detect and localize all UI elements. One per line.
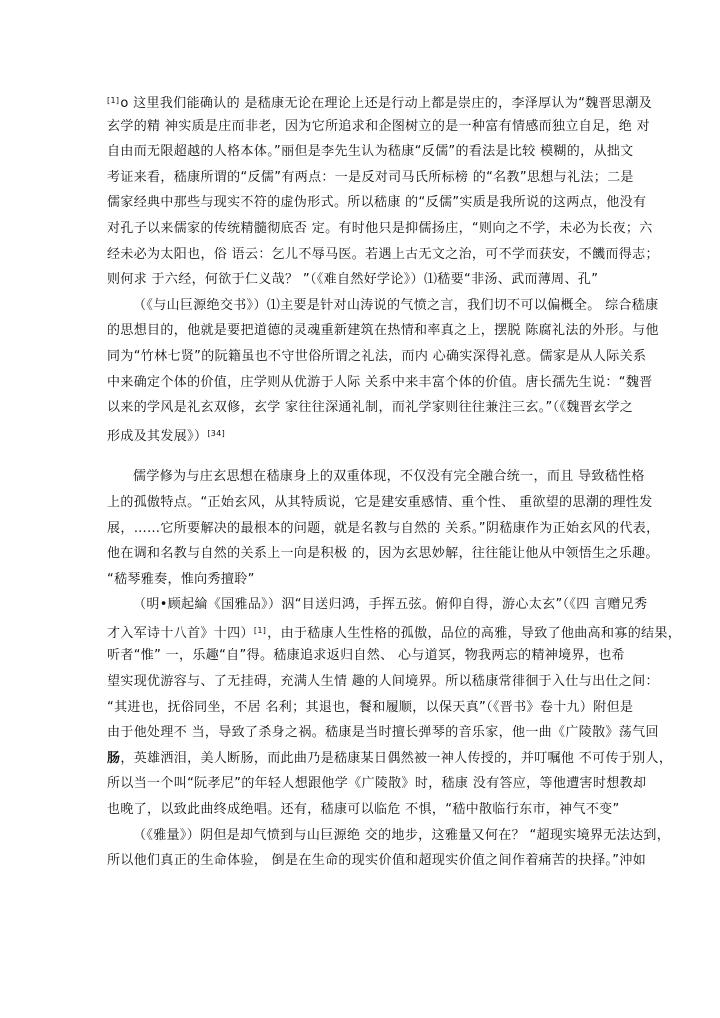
text-line: 形成及其发展》）[34]: [107, 428, 226, 444]
text-line: 中来确定个体的价值，庄学则从优游于人际 关系中来丰富个体的价值。唐长孺先生说：“魏晋: [107, 374, 653, 390]
text-line: 的思想目的，他就是要把道德的灵魂重新建筑在热情和率真之上，摆脱 陈腐礼法的外形。与他: [107, 323, 659, 339]
text-line: 自由而无限超越的人格本体。”丽但是李先生认为嵇康“反儒”的看法是比较 模糊的，从拙文: [107, 144, 634, 160]
text-line: 望实现优游容与、了无挂碍，充满人生情 趣的人间境界。所以嵇康常徘徊于入仕与出仕之间：: [107, 674, 659, 690]
text-line: （《雅量》）阴但是却气愤到与山巨源绝 交的地步，这雅量又何在？ “超现实境界无法达到，: [133, 827, 671, 843]
footnote-marker: [1]: [107, 96, 120, 105]
text-line: 同为“竹林七贤”的阮籍虽也不守世俗所谓之礼法，而内 心确实深得礼意。儒家是从人际关系: [107, 348, 647, 364]
text-line: 考证来看，嵇康所谓的“反儒”有两点：一是反对司马氏所标榜 的“名教”思想与礼法；二是: [107, 169, 634, 185]
text-line: 玄学的精 神实质是庄而非老，因为它所追求和企图树立的是一种富有情感而独立自足，绝 对: [107, 118, 650, 134]
text-line: 由于他处理不 当，导致了杀身之祸。嵇康是当时擅长弹琴的音乐家，他一曲《广陵散》荡气回: [107, 725, 659, 741]
text-line: 也晚了，以致此曲终成绝唱。还有，嵇康可以临危 不惧，“嵇中散临行东市，神气不变”: [107, 802, 620, 818]
text-line: 展，……它所要解决的最根本的问题，就是名教与自然的 关系。”阴嵇康作为正始玄风的代表，: [107, 520, 660, 536]
paragraph: [107, 464, 682, 874]
text-line: 以来的学风是礼玄双修，玄学 家往往深通礼制，而礼学家则往往兼注三玄。”（《魏晋玄学之: [107, 400, 634, 416]
text-line: 所以他们真正的生命体验， 倒是在生命的现实价值和超现实价值之间作着痛苦的抉择。”沖如: [107, 853, 647, 869]
footnote-marker: [34]: [207, 428, 226, 438]
text-line: 则何求 于六经，何欲于仁义哉？ ”（《难自然好学论》）⑴嵇要“非汤、武而薄周、孔”: [107, 272, 599, 288]
text-line: 儒学修为与庄玄思想在嵇康身上的双重体现，不仅没有完全融合统一，而且 导致嵇性格: [133, 469, 645, 485]
text-line: 上的孤傲特点。“正始玄风，从其特质说，它是建安重感情、重个性、 重欲望的思潮的理性发: [107, 494, 653, 510]
text-line: 对孔子以来儒家的传统精髓彻底否 定。有时他只是抑儒扬庄，“则向之不学，未必为长夜；六: [107, 220, 653, 236]
text-line: 所以当一个叫“阮孝尼”的年轻人想跟他学《广陵散》时，嵇康 没有答应，等他遭害时想教却: [107, 776, 647, 792]
text-line: 儒家经典中那些与现实不符的虚伪形式。所以嵇康 的“反儒”实质是我所说的这两点，他没有: [107, 195, 647, 211]
text-line: 肠，英雄洒泪，美人断肠，而此曲乃是嵇康某日偶然被一神人传授的，并叮嘱他 不可传于别人，: [107, 750, 673, 766]
text-line: 他在调和名教与自然的关系上一向是积极 的，因为玄思妙解，往往能让他从中领悟生之乐趣。: [107, 546, 659, 562]
document-body: [107, 88, 682, 874]
footnote-marker: [1]: [253, 625, 267, 635]
text-line: （《与山巨源绝交书》）⑴主要是针对山涛说的气愤之言，我们切不可以偏概全。 综合嵇康: [133, 297, 659, 313]
text-line: “嵇琴雅奏，惟向秀擅聆”: [107, 571, 255, 587]
text-line: 听者“惟” 一，乐趣“自”得。嵇康追求返归自然、 心与道冥，物我两忘的精神境界，也希: [107, 648, 625, 664]
text-line: 经未必为太阳也，俗 语云：乞儿不辱马医。若遇上古无文之治，可不学而获安，不饑而得志；: [107, 246, 659, 262]
text-line: “其进也，抚俗同坐，不居 名利；其退也，餐和履顺，以保天真”（《晋书》卷十九）附但是: [107, 699, 634, 715]
text-line: （明•顾起綸《国雅品》）泅“目送归鸿，手挥五弦。俯仰自得，游心太玄”（《四 言赠兄秀: [133, 597, 648, 613]
paragraph: [107, 88, 659, 446]
text-line: 才入军诗十八首》十四）[1]，由于嵇康人生性格的孤傲，品位的高雅，导致了他曲高和寡的结果，: [107, 625, 682, 641]
text-line: [1]o 这里我们能确认的 是嵇康无论在理论上还是行动上都是崇庄的，李泽厚认为“魏晋思潮及: [107, 96, 653, 111]
